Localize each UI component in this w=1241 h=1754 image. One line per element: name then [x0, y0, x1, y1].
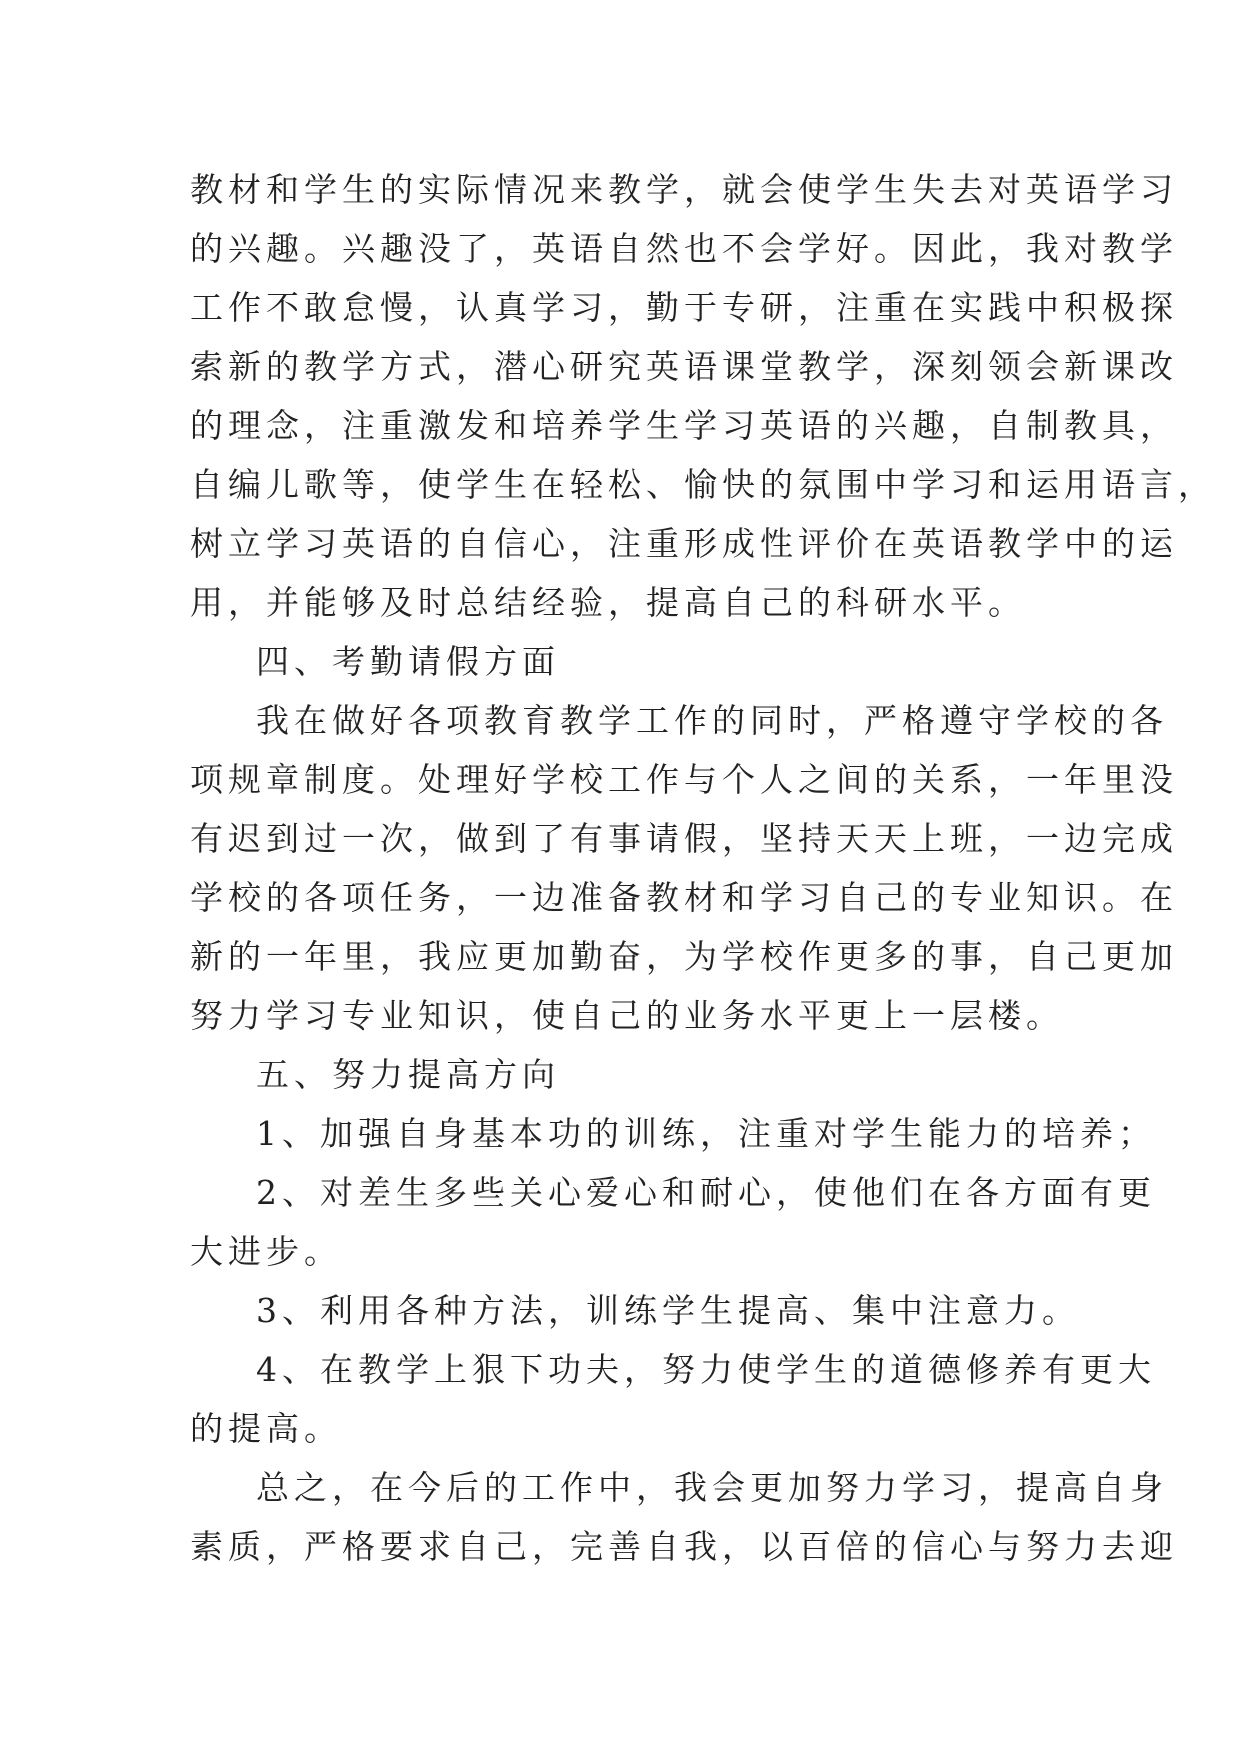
- text-line: 有迟到过一次，做到了有事请假，坚持天天上班，一边完成: [190, 819, 1178, 858]
- text-line: 自编儿歌等，使学生在轻松、愉快的氛围中学习和运用语言，: [190, 465, 1216, 504]
- text-line: 教材和学生的实际情况来教学，就会使学生失去对英语学习: [190, 170, 1178, 209]
- text-line: 用，并能够及时总结经验，提高自己的科研水平。: [190, 583, 1026, 622]
- document-body: [190, 160, 1216, 1576]
- text-line: 新的一年里，我应更加勤奋，为学校作更多的事，自己更加: [190, 937, 1178, 976]
- text-line: 项规章制度。处理好学校工作与个人之间的关系，一年里没: [190, 760, 1178, 799]
- text-line: 2、对差生多些关心爱心和耐心，使他们在各方面有更: [256, 1173, 1156, 1212]
- text-line: 总之，在今后的工作中，我会更加努力学习，提高自身: [256, 1468, 1168, 1507]
- text-line: 树立学习英语的自信心，注重形成性评价在英语教学中的运: [190, 524, 1178, 563]
- text-line: 1、加强自身基本功的训练，注重对学生能力的培养；: [256, 1114, 1156, 1153]
- text-line: 五、努力提高方向: [256, 1055, 560, 1094]
- text-line: 素质，严格要求自己，完善自我，以百倍的信心与努力去迎: [190, 1527, 1178, 1566]
- text-line: 3、利用各种方法，训练学生提高、集中注意力。: [256, 1291, 1080, 1330]
- text-line: 工作不敢怠慢，认真学习，勤于专研，注重在实践中积极探: [190, 288, 1178, 327]
- text-line: 努力学习专业知识，使自己的业务水平更上一层楼。: [190, 996, 1064, 1035]
- text-line: 的提高。: [190, 1409, 342, 1448]
- text-line: 我在做好各项教育教学工作的同时，严格遵守学校的各: [256, 701, 1168, 740]
- text-line: 的理念，注重激发和培养学生学习英语的兴趣，自制教具，: [190, 406, 1178, 445]
- text-line: 四、考勤请假方面: [256, 642, 560, 681]
- text-line: 4、在教学上狠下功夫，努力使学生的道德修养有更大: [256, 1350, 1156, 1389]
- text-line: 大进步。: [190, 1232, 342, 1271]
- text-line: 的兴趣。兴趣没了，英语自然也不会学好。因此，我对教学: [190, 229, 1178, 268]
- text-line: 学校的各项任务，一边准备教材和学习自己的专业知识。在: [190, 878, 1178, 917]
- text-line: 索新的教学方式，潜心研究英语课堂教学，深刻领会新课改: [190, 347, 1178, 386]
